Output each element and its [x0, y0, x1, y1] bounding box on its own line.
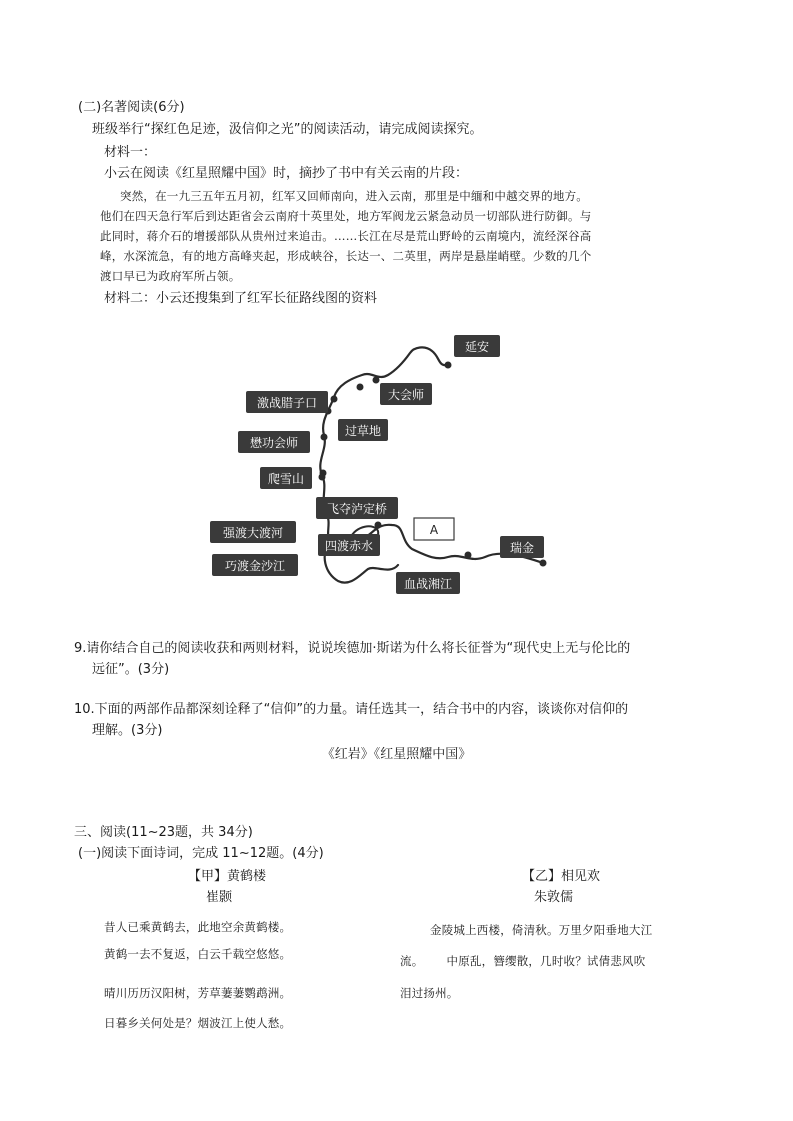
- long-march-route-map: [200, 325, 600, 615]
- label-yanan-text: 延安: [464, 340, 490, 354]
- poem-b-line: 流。 中原乱，簪缨散，几时收？试倩悲风吹: [400, 954, 646, 968]
- stop-dot: [319, 474, 326, 481]
- label-paxueshan: [260, 467, 312, 489]
- label-maogong: [238, 431, 310, 453]
- label-feiduo-text: 飞夺泸定桥: [326, 502, 388, 516]
- excerpt-line: 渡口早已为政府军所占领。: [100, 269, 241, 283]
- intro-text: 班级举行“探红色足迹，汲信仰之光”的阅读活动，请完成阅读探究。: [92, 122, 483, 137]
- label-dahuishi-text: 大会师: [387, 388, 425, 402]
- section-3-sub: (一)阅读下面诗词，完成 11~12题。(4分): [78, 846, 324, 861]
- poem-a-author: 崔颢: [206, 890, 233, 905]
- question-10-line1: 10.下面的两部作品都深刻诠释了“信仰”的力量。请任选其一，结合书中的内容，谈谈你对信仰的: [74, 702, 629, 717]
- label-xiezhan-text: 血战湘江: [403, 577, 453, 591]
- label-jizhan: [246, 391, 328, 413]
- question-9-line2: 远征”。(3分): [92, 662, 170, 677]
- poem-a-line: 昔人已乘黄鹤去，此地空余黄鹤楼。: [104, 920, 292, 934]
- question-10-books: 《红岩》《红星照耀中国》: [321, 747, 472, 762]
- label-maogong-text: 懋功会师: [249, 436, 299, 450]
- poem-a-line: 日暮乡关何处是？烟波江上使人愁。: [104, 1016, 292, 1030]
- label-ruijin: [500, 536, 544, 558]
- label-sidu: [318, 534, 380, 556]
- poem-b-line: 金陵城上西楼，倚清秋。万里夕阳垂地大江: [430, 923, 653, 937]
- label-dahuishi: [380, 383, 432, 405]
- poem-a-title: 【甲】黄鹤楼: [188, 869, 267, 884]
- excerpt-line: 峰，水深流急，有的地方高峰夹起，形成峡谷，长达一、二英里，两岸是悬崖峭壁。少数的几个: [100, 249, 592, 263]
- label-qiaodu: [212, 554, 298, 576]
- label-paxueshan-text: 爬雪山: [267, 472, 305, 486]
- section-3-heading: 三、阅读(11~23题，共 34分): [74, 825, 253, 840]
- label-feiduo: [316, 497, 398, 519]
- stop-dot: [465, 552, 472, 559]
- label-qiangdu: [210, 521, 296, 543]
- label-ruijin-text: 瑞金: [509, 541, 535, 555]
- poem-b-line: 泪过扬州。: [400, 986, 459, 1000]
- section-heading: (二)名著阅读(6分): [78, 100, 185, 115]
- stop-dot: [373, 377, 380, 384]
- question-9-line1: 9.请你结合自己的阅读收获和两则材料，说说埃德加·斯诺为什么将长征誉为“现代史上无与伦比的: [74, 641, 631, 656]
- poem-b-title: 【乙】相见欢: [522, 869, 601, 884]
- label-jizhan-text: 激战腊子口: [256, 396, 318, 410]
- stop-dot: [445, 362, 452, 369]
- label-sidu-text: 四渡赤水: [324, 539, 374, 553]
- material1-lead: 小云在阅读《红星照耀中国》时，摘抄了书中有关云南的片段：: [104, 166, 469, 181]
- label-guocaodi: [338, 419, 388, 441]
- stop-dot: [357, 384, 364, 391]
- stop-dot: [540, 560, 547, 567]
- material1-label: 材料一：: [104, 145, 157, 160]
- label-qiangdu-text: 强渡大渡河: [222, 526, 284, 540]
- label-a-box-text: A: [429, 523, 439, 537]
- material2-text: 材料二：小云还搜集到了红军长征路线图的资料: [104, 291, 378, 306]
- poem-a-line: 晴川历历汉阳树，芳草萋萋鹦鹉洲。: [104, 986, 292, 1000]
- label-guocaodi-text: 过草地: [344, 424, 382, 438]
- poem-b-author: 朱敦儒: [534, 890, 574, 905]
- label-xiezhan: [396, 572, 460, 594]
- stop-dot: [375, 522, 382, 529]
- excerpt-line: 他们在四天急行军后到达距省会云南府十英里处，地方军阀龙云紧急动员一切部队进行防御。与: [100, 209, 592, 223]
- poem-a-line: 黄鹤一去不复返，白云千载空悠悠。: [104, 947, 292, 961]
- label-yanan: [454, 335, 500, 357]
- stop-dot: [331, 396, 338, 403]
- excerpt-line: 突然，在一九三五年五月初，红军又回师南向，进入云南，那里是中缅和中越交界的地方。: [120, 189, 588, 203]
- excerpt-line: 此同时，蒋介石的增援部队从贵州过来追击。……长江在尽是荒山野岭的云南境内，流经深谷高: [100, 229, 592, 243]
- question-10-line2: 理解。(3分): [92, 723, 163, 738]
- label-qiaodu-text: 巧渡金沙江: [224, 559, 286, 573]
- label-a-box: [414, 518, 454, 540]
- stop-dot: [321, 434, 328, 441]
